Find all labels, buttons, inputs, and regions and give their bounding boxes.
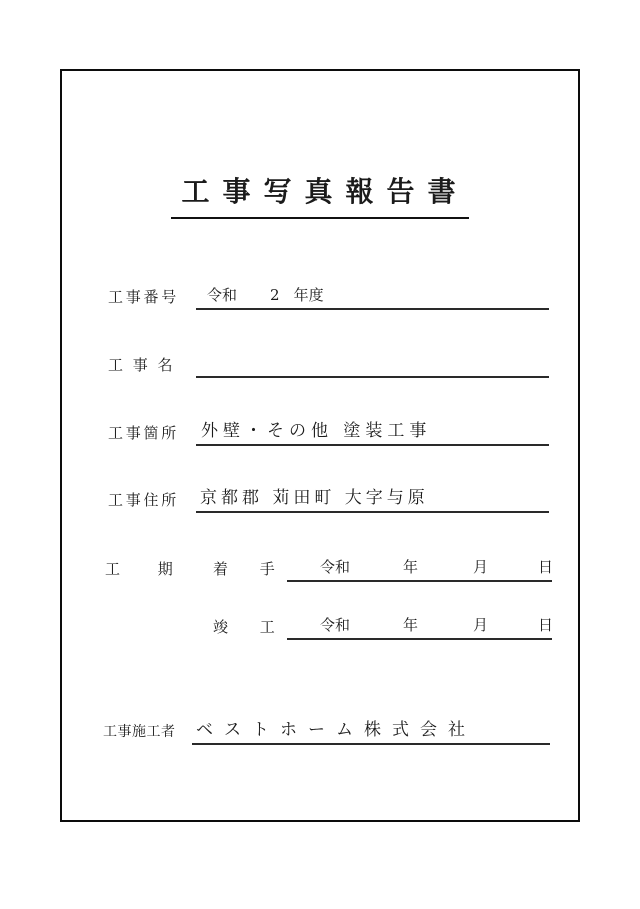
field-line-construction-number <box>196 284 549 310</box>
field-label-construction-address: 工 事 住 所 <box>108 491 177 509</box>
period-end-month-unit: 月 <box>473 616 489 634</box>
construction-section-value: 外壁・その他 塗装工事 <box>201 421 432 441</box>
field-line-contractor <box>192 719 550 745</box>
period-end-day-unit: 日 <box>538 616 554 634</box>
field-label-construction-period: 工 期 <box>105 560 173 578</box>
field-line-construction-name <box>196 352 549 378</box>
field-label-period-end: 竣 工 <box>213 618 275 636</box>
construction-number-era: 令和 <box>207 286 238 304</box>
contractor-value: ベストホーム株式会社 <box>196 720 476 740</box>
title-wrap <box>0 170 640 219</box>
field-line-construction-section <box>196 420 549 446</box>
period-end-year-unit: 年 <box>403 616 419 634</box>
field-line-period-start <box>287 556 552 582</box>
field-line-construction-address <box>196 487 549 513</box>
construction-address-value: 京都郡 苅田町 大字与原 <box>200 488 429 508</box>
period-start-month-unit: 月 <box>473 558 489 576</box>
period-start-day-unit: 日 <box>538 558 554 576</box>
field-label-period-start: 着 手 <box>213 560 275 578</box>
period-start-era: 令和 <box>320 558 351 576</box>
period-end-era: 令和 <box>320 616 351 634</box>
field-line-period-end <box>287 614 552 640</box>
period-start-year-unit: 年 <box>403 558 419 576</box>
construction-number-suffix: 年度 <box>293 286 324 304</box>
field-label-construction-number: 工 事 番 号 <box>108 288 177 306</box>
field-label-construction-name: 工 事 名 <box>108 356 173 374</box>
construction-number-year: 2 <box>270 286 280 304</box>
field-label-construction-section: 工 事 箇 所 <box>108 424 177 442</box>
document-title: 工事写真報告書 <box>171 170 468 219</box>
field-label-contractor: 工事施工者 <box>103 724 176 740</box>
